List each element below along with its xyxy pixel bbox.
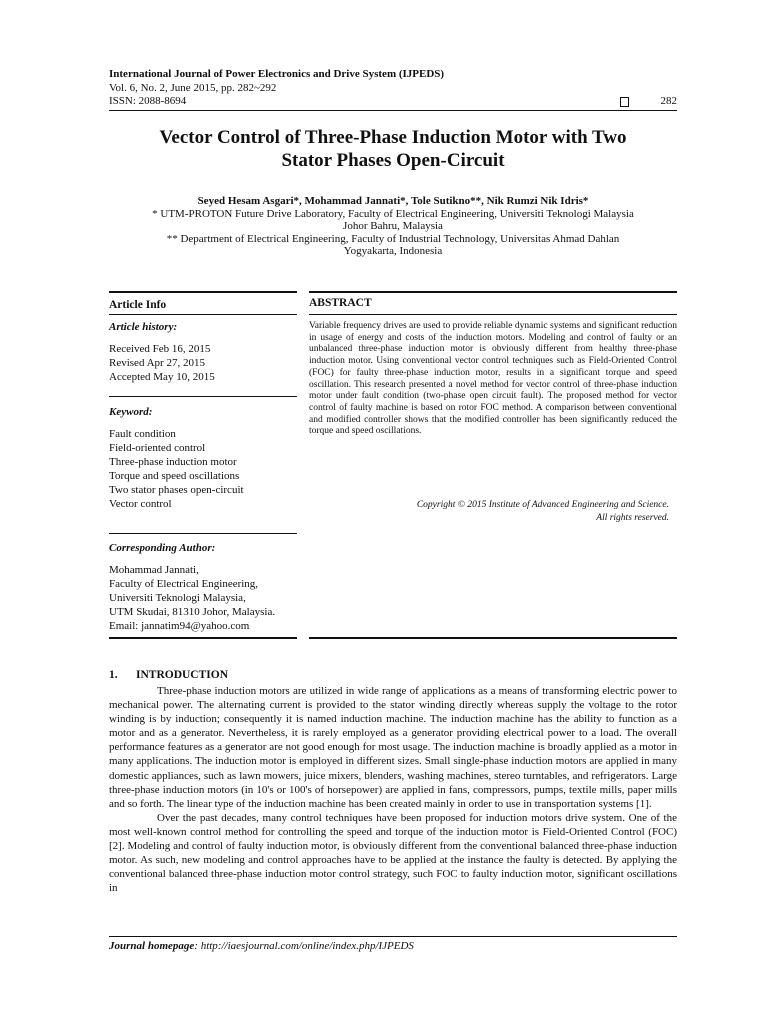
title-line-1: Vector Control of Three-Phase Induction Motor with Two bbox=[159, 127, 627, 148]
introduction-body bbox=[109, 684, 677, 895]
keyword-item: Three-phase induction motor bbox=[109, 456, 237, 468]
section-title: INTRODUCTION bbox=[136, 669, 229, 681]
article-info-top-rule bbox=[109, 291, 297, 293]
corresponding-email[interactable]: Email: jannatim94@yahoo.com bbox=[109, 620, 250, 632]
corresponding-line: Faculty of Electrical Engineering, bbox=[109, 578, 259, 590]
corresponding-line: Mohammad Jannati, bbox=[109, 564, 199, 576]
history-rule bbox=[109, 396, 297, 397]
affiliation-2-line-2: Yogyakarta, Indonesia bbox=[343, 245, 443, 257]
author-block bbox=[109, 195, 677, 258]
author-names: Seyed Hesam Asgari*, Mohammad Jannati*, Tole Sutikno**, Nik Rumzi Nik Idris* bbox=[197, 195, 589, 207]
homepage-label: Journal homepage bbox=[109, 940, 195, 952]
affiliation-2-line-1: ** Department of Electrical Engineering, Faculty of Industrial Technology, Universitas Ahmad Dahlan bbox=[166, 232, 620, 245]
abstract-bottom-rule bbox=[309, 637, 677, 639]
corresponding-line: Universiti Teknologi Malaysia, bbox=[109, 592, 246, 604]
section-heading-introduction bbox=[109, 669, 228, 681]
title-line-2: Stator Phases Open-Circuit bbox=[281, 150, 505, 171]
copyright-line-2: All rights reserved. bbox=[596, 513, 669, 523]
section-number: 1. bbox=[109, 669, 118, 681]
keyword-rule bbox=[109, 533, 297, 534]
issn: ISSN: 2088-8694 bbox=[109, 95, 187, 107]
corresponding-heading: Corresponding Author: bbox=[109, 542, 216, 554]
footer-rule bbox=[109, 936, 677, 937]
keywords bbox=[109, 405, 297, 511]
keyword-item: Vector control bbox=[109, 498, 172, 510]
keyword-item: Two stator phases open-circuit bbox=[109, 484, 244, 496]
journal-homepage: Journal homepage: http://iaesjournal.com/online/index.php/IJPEDS bbox=[109, 940, 414, 952]
abstract-rule bbox=[309, 314, 677, 315]
paper-page bbox=[109, 0, 677, 1024]
affiliation-1-line-2: Johor Bahru, Malaysia bbox=[343, 220, 443, 232]
volume-line: Vol. 6, No. 2, June 2015, pp. 282~292 bbox=[109, 81, 277, 94]
affiliation-1-line-1: * UTM-PROTON Future Drive Laboratory, Faculty of Electrical Engineering, Universiti Teknologi Malaysia bbox=[152, 207, 634, 220]
paper-title bbox=[109, 126, 677, 172]
journal-name: International Journal of Power Electronics and Drive System (IJPEDS) bbox=[109, 68, 445, 80]
keyword-heading: Keyword: bbox=[109, 406, 153, 418]
history-item: Revised Apr 27, 2015 bbox=[109, 357, 205, 369]
square-bullet-icon bbox=[620, 97, 629, 107]
article-info-bottom-rule bbox=[109, 637, 297, 639]
paragraph: Three-phase induction motors are utilized in wide range of applications as a means of transforming electric power to mechanical power. The alternating current is provided to the stator winding directly whereas supply the voltage to the rotor winding is by induction; consequently it is named induction machine. The induction machine has the ability to function as a motor and as a generator. Nevertheless, it is rarely employed as a generator providing electrical power to a load. The overall performance features as a generator are not good enough for most usage. The induction machine is broadly applied as a motor in many applications. The induction motor is employed in different sizes. Small single-phase induction motors are applied in many domestic appliances, such as lawn mowers, juice mixers, blenders, washing machines, stereo turntables, and refrigerators. Large three-phase induction motors (in 10's or 100's of horsepower) are applied in fans, compressors, pumps, textile mills, paper mills and so forth. The linear type of the induction machine has been created mainly in order to use in transportation systems [1]. bbox=[109, 685, 677, 810]
copyright-line-1: Copyright © 2015 Institute of Advanced Engineering and Science. bbox=[416, 500, 669, 510]
keyword-item: Torque and speed oscillations bbox=[109, 470, 240, 482]
history-item: Accepted May 10, 2015 bbox=[109, 371, 215, 383]
header-divider bbox=[109, 110, 677, 111]
history-item: Received Feb 16, 2015 bbox=[109, 343, 211, 355]
article-info-heading: Article Info bbox=[109, 299, 167, 311]
keyword-item: Fault condition bbox=[109, 428, 176, 440]
keyword-item: Field-oriented control bbox=[109, 442, 206, 454]
abstract-text: Variable frequency drives are used to provide reliable dynamic systems and significant reduction in usage of energy and costs of the induction motors. Modeling and control of faulty or an unbalanced three-phase induction motor is obviously different from healthy three-phase induction motor. Using conventional vector control techniques such as Field-Oriented Control (FOC) for faulty three-phase induction motor, results in a significant torque and speed oscillation. This research presented a novel method for vector control of three-phase induction motor under fault condition (two-phase open circuit fault). The proposed method for vector control of faulty machine is based on rotor FOC method. A comparison between conventional and modified controller shows that the modified controller has been significantly reduced the torque and speed oscillations. bbox=[309, 321, 677, 437]
abstract-top-rule bbox=[309, 291, 677, 293]
corresponding-line: UTM Skudai, 81310 Johor, Malaysia. bbox=[109, 606, 276, 618]
abstract-heading: ABSTRACT bbox=[309, 297, 372, 309]
history-heading: Article history: bbox=[109, 321, 178, 333]
page-number: 282 bbox=[660, 95, 677, 107]
article-history bbox=[109, 320, 297, 384]
paragraph: Over the past decades, many control techniques have been proposed for induction motors drive system. One of the most well-known control method for controlling the speed and torque of the induction motor is Field-Oriented Control (FOC) [2]. Modeling and control of faulty induction motor, is obviously different from the conventional balanced three-phase induction motor. As such, new modeling and control approaches have to be applied at the instance the faulty is detected. By applying the conventional balanced three-phase induction motor control strategy, such FOC to faulty induction motor, significant oscillations in bbox=[109, 811, 677, 895]
article-info-rule bbox=[109, 314, 297, 315]
corresponding-author bbox=[109, 541, 297, 633]
homepage-link[interactable]: http://iaesjournal.com/online/index.php/IJPEDS bbox=[200, 940, 414, 952]
copyright bbox=[309, 499, 669, 525]
journal-header bbox=[109, 68, 677, 109]
